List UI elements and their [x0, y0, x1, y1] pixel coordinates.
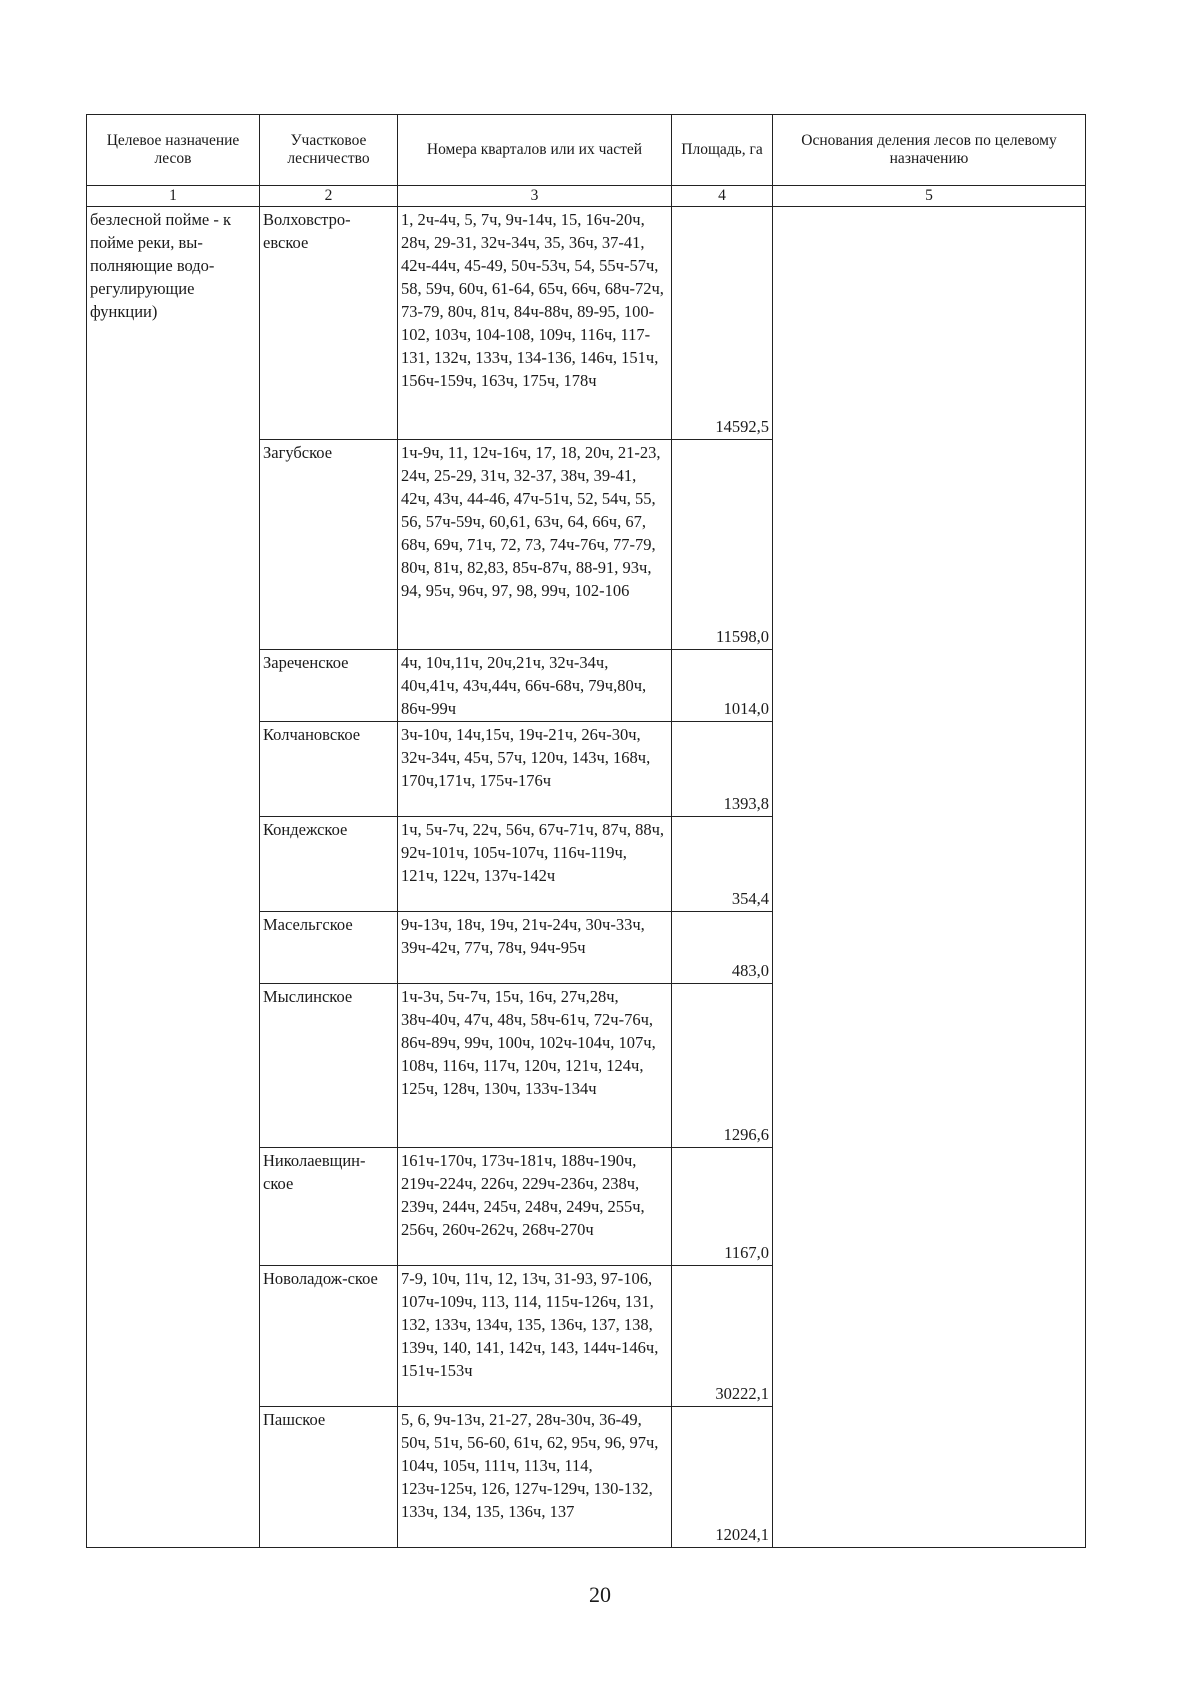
area-cell: 1393,8 [672, 722, 773, 817]
quarters-cell: 1ч, 5ч-7ч, 22ч, 56ч, 67ч-71ч, 87ч, 88ч, 92ч-101ч, 105ч-107ч, 116ч-119ч, 121ч, 122ч, 137ч-142ч [398, 817, 672, 912]
column-number: 5 [773, 186, 1086, 207]
quarters-cell: 1, 2ч-4ч, 5, 7ч, 9ч-14ч, 15, 16ч-20ч, 28ч, 29-31, 32ч-34ч, 35, 36ч, 37-41, 42ч-44ч, 45-49, 50ч-53ч, 54, 55ч-57ч, 58, 59ч, 60ч, 61-64, 65ч, 66ч, 68ч-72ч, 73-79, 80ч, 81ч, 84ч-88ч, 89-95, 100-102, 103ч, 104-108, 109ч, 116ч, 117-131, 132ч, 133ч, 134-136, 146ч, 151ч, 156ч-159ч, 163ч, 175ч, 178ч [398, 207, 672, 440]
forestry-name: Новоладож-ское [260, 1266, 398, 1407]
column-number: 3 [398, 186, 672, 207]
quarters-cell: 4ч, 10ч,11ч, 20ч,21ч, 32ч-34ч, 40ч,41ч, 43ч,44ч, 66ч-68ч, 79ч,80ч, 86ч-99ч [398, 650, 672, 722]
forestry-name: Мыслинское [260, 984, 398, 1148]
forestry-name: Зареченское [260, 650, 398, 722]
forest-table [86, 114, 1086, 1548]
forestry-name: Загубское [260, 440, 398, 650]
header-basis: Основания деления лесов по целевому назначению [773, 115, 1086, 186]
area-cell: 354,4 [672, 817, 773, 912]
column-number: 1 [87, 186, 260, 207]
area-cell: 12024,1 [672, 1407, 773, 1548]
area-cell: 14592,5 [672, 207, 773, 440]
quarters-cell: 7-9, 10ч, 11ч, 12, 13ч, 31-93, 97-106, 107ч-109ч, 113, 114, 115ч-126ч, 131, 132, 133ч, 134ч, 135, 136ч, 137, 138, 139ч, 140, 141, 142ч, 143, 144ч-146ч, 151ч-153ч [398, 1266, 672, 1407]
forestry-name: Пашское [260, 1407, 398, 1548]
purpose-cell: безлесной пойме - к пойме реки, вы-полняющие водо-регулирующие функции) [87, 207, 260, 1548]
quarters-cell: 5, 6, 9ч-13ч, 21-27, 28ч-30ч, 36-49, 50ч, 51ч, 56-60, 61ч, 62, 95ч, 96, 97ч, 104ч, 105ч, 111ч, 113ч, 114, 123ч-125ч, 126, 127ч-129ч, 130-132, 133ч, 134, 135, 136ч, 137 [398, 1407, 672, 1548]
quarters-cell: 161ч-170ч, 173ч-181ч, 188ч-190ч, 219ч-224ч, 226ч, 229ч-236ч, 238ч, 239ч, 244ч, 245ч, 248ч, 249ч, 255ч, 256ч, 260ч-262ч, 268ч-270ч [398, 1148, 672, 1266]
area-cell: 1167,0 [672, 1148, 773, 1266]
header-row [87, 115, 1086, 186]
forestry-name: Колчановское [260, 722, 398, 817]
table-row [87, 207, 1086, 440]
header-purpose: Целевое назначение лесов [87, 115, 260, 186]
area-cell: 11598,0 [672, 440, 773, 650]
column-number-row [87, 186, 1086, 207]
forestry-name: Николаевщин-ское [260, 1148, 398, 1266]
area-cell: 1014,0 [672, 650, 773, 722]
basis-cell [773, 207, 1086, 1548]
quarters-cell: 1ч-3ч, 5ч-7ч, 15ч, 16ч, 27ч,28ч, 38ч-40ч, 47ч, 48ч, 58ч-61ч, 72ч-76ч, 86ч-89ч, 99ч, 100ч, 102ч-104ч, 107ч, 108ч, 116ч, 117ч, 120ч, 121ч, 124ч, 125ч, 128ч, 130ч, 133ч-134ч [398, 984, 672, 1148]
area-cell: 1296,6 [672, 984, 773, 1148]
quarters-cell: 3ч-10ч, 14ч,15ч, 19ч-21ч, 26ч-30ч, 32ч-34ч, 45ч, 57ч, 120ч, 143ч, 168ч, 170ч,171ч, 175ч-176ч [398, 722, 672, 817]
column-number: 2 [260, 186, 398, 207]
quarters-cell: 1ч-9ч, 11, 12ч-16ч, 17, 18, 20ч, 21-23, 24ч, 25-29, 31ч, 32-37, 38ч, 39-41, 42ч, 43ч, 44-46, 47ч-51ч, 52, 54ч, 55, 56, 57ч-59ч, 60,61, 63ч, 64, 66ч, 67, 68ч, 69ч, 71ч, 72, 73, 74ч-76ч, 77-79, 80ч, 81ч, 82,83, 85ч-87ч, 88-91, 93ч, 94, 95ч, 96ч, 97, 98, 99ч, 102-106 [398, 440, 672, 650]
header-quarters: Номера кварталов или их частей [398, 115, 672, 186]
forestry-name: Масельгское [260, 912, 398, 984]
column-number: 4 [672, 186, 773, 207]
quarters-cell: 9ч-13ч, 18ч, 19ч, 21ч-24ч, 30ч-33ч, 39ч-42ч, 77ч, 78ч, 94ч-95ч [398, 912, 672, 984]
area-cell: 30222,1 [672, 1266, 773, 1407]
area-cell: 483,0 [672, 912, 773, 984]
forestry-name: Волховстро-евское [260, 207, 398, 440]
header-forestry: Участковое лесничество [260, 115, 398, 186]
header-area: Площадь, га [672, 115, 773, 186]
forestry-name: Кондежское [260, 817, 398, 912]
page-number: 20 [589, 1582, 611, 1607]
